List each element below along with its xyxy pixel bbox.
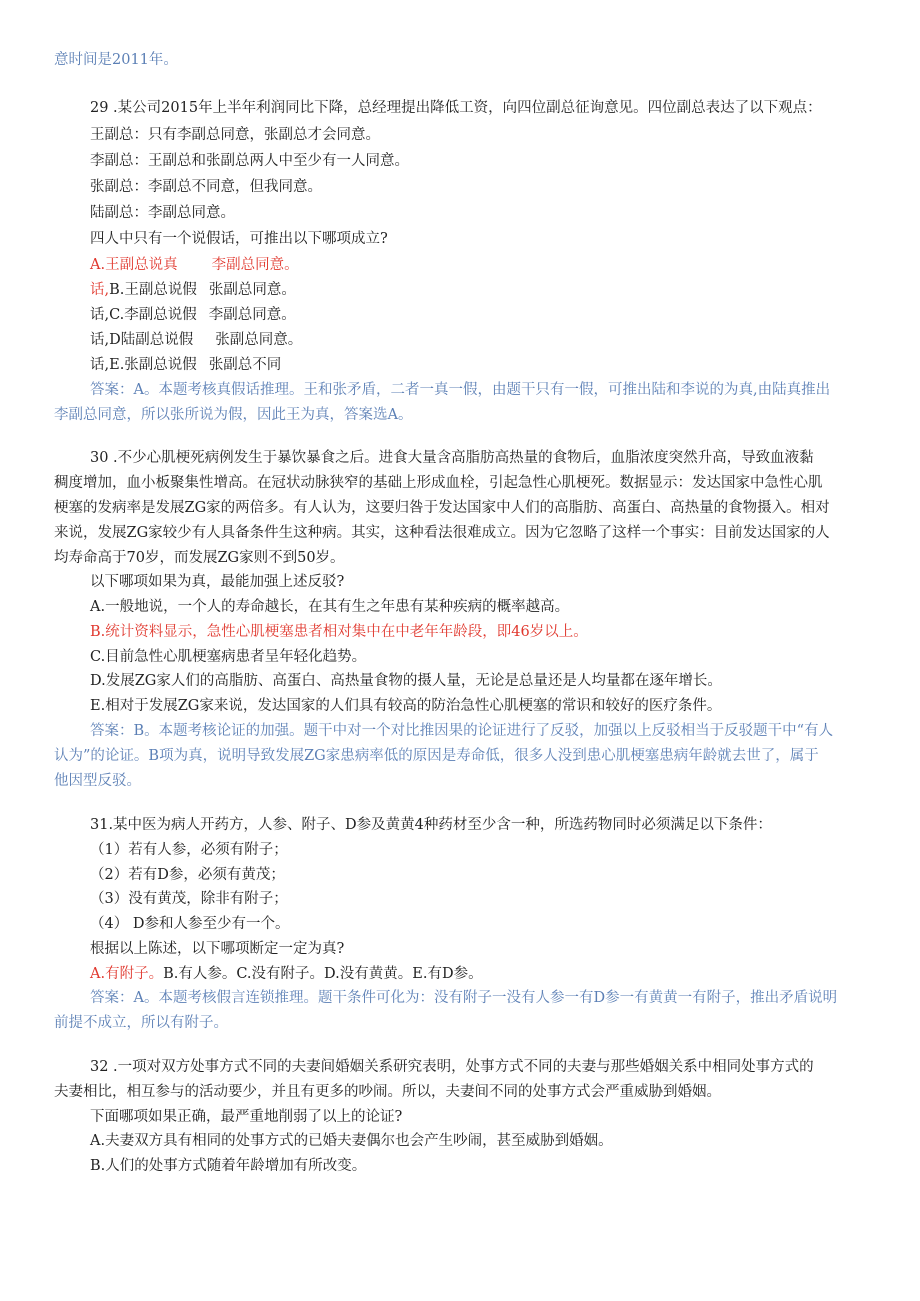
option-right: 张副总不同: [208, 357, 282, 373]
q32-stem-line-1: 32 .一项对双方处事方式不同的夫妻间婚姻关系研究表明，处事方式不同的夫妻与那些婚姻关系中相同处事方式的: [90, 1059, 814, 1075]
q29-view-li: 李副总：王副总和张副总两人中至少有一人同意。: [90, 153, 409, 169]
option-right: 李副总同意。: [211, 257, 299, 273]
q31-answer-line-1: 答案：A。本题考核假言连锁推理。题干条件可化为：没有附子一没有人参一有D参一有黄黄一有附子，推出矛盾说明: [90, 990, 838, 1006]
q31-option-rest: B.有人参。C.没有附子。D.没有黄黄。E.有D参。: [163, 966, 483, 982]
q31-condition-1: （1）若有人参，必须有附子；: [90, 842, 288, 858]
q32-question: 下面哪项如果正确，最严重地削弱了以上的论证?: [90, 1109, 403, 1125]
q29-stem: 29 .某公司2015年上半年利润同比下降，总经理提出降低工资，向四位副总征询意见。四位副总表达了以下观点：: [90, 100, 822, 116]
q31-condition-4: （4） D参和人参至少有一个。: [90, 916, 290, 932]
q29-answer-line-2: 李副总同意，所以张所说为假，因此王为真，答案选A。: [54, 407, 413, 423]
option-prefix: 话,: [90, 307, 110, 323]
q30-question: 以下哪项如果为真，最能加强上述反驳?: [90, 574, 345, 590]
q30-option-e: E.相对于发展ZG家来说，发达国家的人们具有较高的防治急性心肌梗塞的常识和较好的医疗条件。: [90, 698, 722, 714]
option-prefix: 话,: [90, 332, 110, 348]
q31-option-correct: A.有附子。: [90, 966, 164, 982]
q31-options: [90, 964, 483, 984]
q30-stem-line-2: 稠度增加，血小板聚集性增高。在冠状动脉狭窄的基础上形成血栓，引起急性心肌梗死。数据显示：发达国家中急性心肌: [54, 475, 823, 491]
q30-option-a: A.一般地说，一个人的寿命越长，在其有生之年患有某种疾病的概率越高。: [90, 599, 570, 615]
option-left: E.张副总说假: [109, 357, 197, 373]
q31-question: 根据以上陈述，以下哪项断定一定为真?: [90, 941, 345, 957]
q31-answer-line-2: 前提不成立，所以有附子。: [54, 1015, 228, 1031]
q29-view-lu: 陆副总：李副总同意。: [90, 205, 235, 221]
q30-stem-line-5: 均寿命高于70岁，而发展ZG家则不到50岁。: [54, 550, 345, 566]
q31-stem: 31.某中医为病人开药方，人参、附子、D参及黄黄4种药材至少含一种，所选药物同时必须满足以下条件：: [90, 817, 772, 833]
q29-answer-line-1: 答案：A。本题考核真假话推理。王和张矛盾，二者一真一假，由题干只有一假，可推出陆和李说的为真,由陆真推出: [90, 382, 831, 398]
q29-option-d: [90, 330, 302, 350]
q30-answer-line-1: 答案：B。本题考核论证的加强。题干中对一个对比推因果的论证进行了反驳，加强以上反驳相当于反驳题干中“有人: [90, 723, 834, 739]
q29-option-e: [90, 355, 281, 375]
q30-stem-line-4: 来说，发展ZG家较少有人具备条件生这种病。其实，这种看法很难成立。因为它忽略了这样一个事实：目前发达国家的人: [54, 525, 830, 541]
q32-option-b: B.人们的处事方式随着年龄增加有所改变。: [90, 1158, 367, 1174]
q30-option-c: C.目前急性心肌梗塞病患者呈年轻化趋势。: [90, 649, 367, 665]
q30-stem-line-1: 30 .不少心肌梗死病例发生于暴饮暴食之后。进食大量含高脂肪高热量的食物后，血脂浓度突然升高，导致血液黏: [90, 450, 814, 466]
q29-option-b: [90, 280, 296, 300]
q30-stem-line-3: 梗塞的发病率是发展ZG家的两倍多。有人认为，这要归咎于发达国家中人们的高脂肪、高蛋白、高热量的食物摄入。相对: [54, 500, 830, 516]
q29-option-c: [90, 305, 296, 325]
q29-view-wang: 王副总：只有李副总同意，张副总才会同意。: [90, 127, 380, 143]
option-right: 张副总同意。: [208, 282, 296, 298]
option-right: 李副总同意。: [208, 307, 296, 323]
option-right: 张副总同意。: [215, 332, 303, 348]
q30-option-b: B.统计资料显示，急性心肌梗塞患者相对集中在中老年年龄段，即46岁以上。: [90, 624, 588, 640]
carryover-text: 意时间是2011年。: [54, 52, 178, 68]
q32-option-a: A.夫妻双方具有相同的处事方式的已婚夫妻偶尔也会产生吵闹，甚至威胁到婚姻。: [90, 1133, 613, 1149]
q30-answer-line-3: 他因型反驳。: [54, 773, 141, 789]
option-left: A.王副总说真: [90, 257, 178, 273]
q29-option-a: [90, 255, 299, 275]
option-left: D陆副总说假: [109, 332, 194, 348]
option-left: B.王副总说假: [109, 282, 197, 298]
q31-condition-3: （3）没有黄茂，除非有附子；: [90, 891, 288, 907]
option-prefix: 话,: [90, 357, 110, 373]
option-left: C.李副总说假: [109, 307, 197, 323]
q30-option-d: D.发展ZG家人们的高脂肪、高蛋白、高热量食物的摄人量，无论是总量还是人均量都在逐年增长。: [90, 673, 722, 689]
option-prefix: 话,: [90, 282, 110, 298]
q29-question: 四人中只有一个说假话，可推出以下哪项成立?: [90, 231, 388, 247]
q30-answer-line-2: 认为”的论证。B项为真，说明导致发展ZG家患病率低的原因是寿命低，很多人没到患心肌梗塞患病年龄就去世了，属于: [54, 748, 819, 764]
q29-view-zhang: 张副总：李副总不同意，但我同意。: [90, 179, 322, 195]
q31-condition-2: （2）若有D参，必须有黄茂；: [90, 867, 285, 883]
q32-stem-line-2: 夫妻相比，相互参与的活动要少，并且有更多的吵闹。所以，夫妻间不同的处事方式会严重威胁到婚姻。: [54, 1084, 721, 1100]
